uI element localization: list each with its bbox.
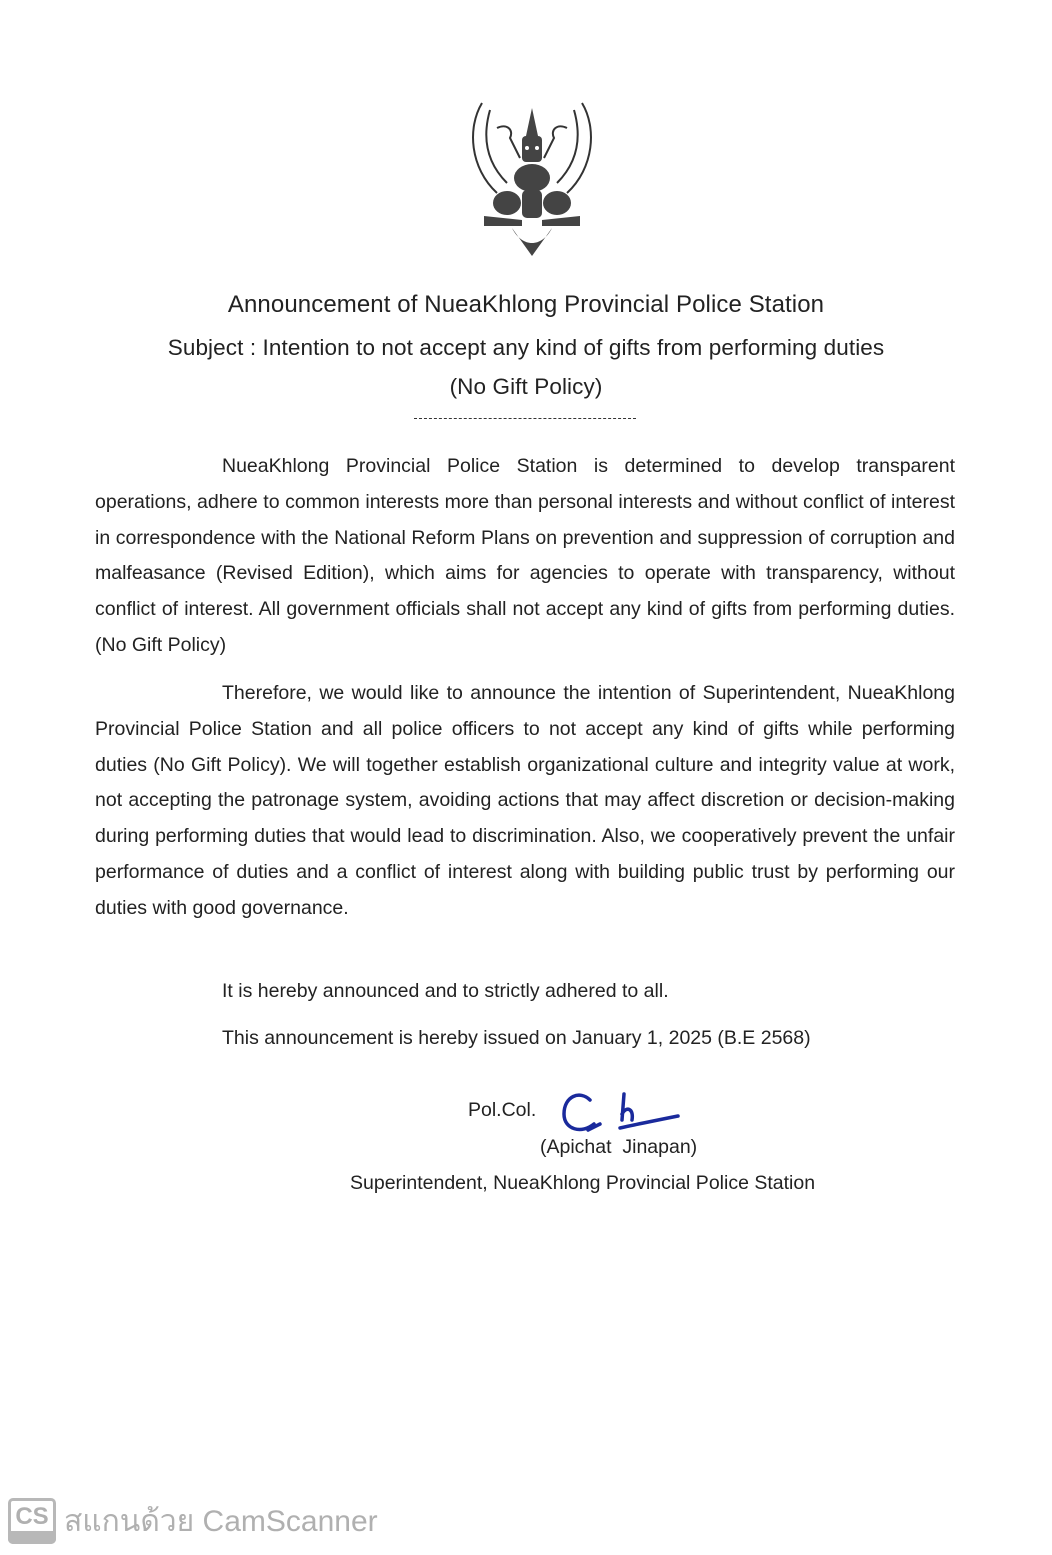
body-paragraph-2: Therefore, we would like to announce the intention of Superintendent, NueaKhlong Provincial Police Station and all police officers to not accept any kind of gifts while performing duties (No Gift Policy). We will together establish organizational culture and integrity value at work, not accepting the patronage system, avoiding actions that may affect discretion or decision-making during performing duties that would lead to discrimination. Also, we cooperatively prevent the unfair performance of duties and a conflict of interest along with building public trust by performing our duties with good governance.	[95, 682, 955, 919]
camscanner-logo-icon: CS	[8, 1498, 56, 1544]
signatory-position: Superintendent, NueaKhlong Provincial Police Station	[350, 1172, 816, 1194]
document-title: Announcement of NueaKhlong Provincial Police Station	[227, 291, 825, 318]
signatory-name: (Apichat Jinapan)	[540, 1136, 698, 1158]
camscanner-watermark	[8, 1496, 378, 1546]
document-subject: Subject : Intention to not accept any kind of gifts from performing duties	[167, 335, 885, 360]
garuda-emblem-icon	[462, 98, 602, 258]
document-subject-note: (No Gift Policy)	[449, 374, 603, 399]
closing-statement: It is hereby announced and to strictly adhered to all.	[222, 980, 669, 1002]
watermark-text: สแกนด้วย CamScanner	[64, 1504, 378, 1538]
issue-date: This announcement is hereby issued on January 1, 2025 (B.E 2568)	[222, 1027, 811, 1049]
title-separator	[414, 418, 636, 419]
signatory-rank: Pol.Col.	[468, 1099, 537, 1121]
body-paragraph-1: NueaKhlong Provincial Police Station is determined to develop transparent operations, adhere to common interests more than personal interests and without conflict of interest in correspondence with the National Reform Plans on prevention and suppression of corruption and malfeasance (Revised Edition), which aims for agencies to operate with transparency, without conflict of interest. All government officials shall not accept any kind of gifts from performing duties. (No Gift Policy)	[95, 455, 955, 656]
